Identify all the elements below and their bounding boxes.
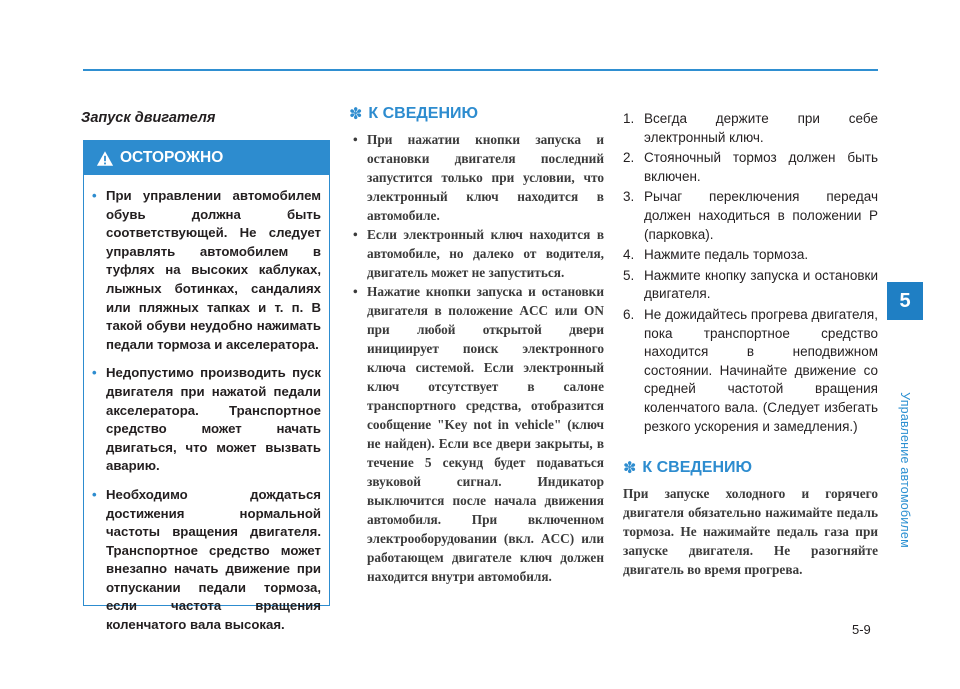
step-item: 1. Всегда держите при себе электронный ключ. xyxy=(623,111,878,145)
note-star-icon: ✽ xyxy=(349,106,363,123)
warning-triangle-icon xyxy=(96,150,114,167)
bullet-icon: • xyxy=(92,188,97,203)
bullet-icon: • xyxy=(92,365,97,381)
bullet-icon: • xyxy=(92,486,97,502)
note2-block xyxy=(623,458,878,579)
warning-heading: ОСТОРОЖНО xyxy=(120,149,224,166)
note2-body: При запуске холодного и горячего двигателя обязательно нажимайте педаль тормоза. Не нажимайте педаль газа при запуске двигателя. Не разогняйте двигатель во время прогрева. xyxy=(623,486,878,578)
note-item: • Нажатие кнопки запуска и остановки двигателя в положение ACC или ON при любой открытой двери инициирует поиск электронного ключа системой. Если электронный ключ отсутствует в салоне транспортного средства, отобразится сообщение "Key not in vehicle" (ключ не найден). Если все двери закрыты, в течение 5 секунд будет подаваться звуковой сигнал. Индикатор выключится после начала движения автомобиля. При включенном электрооборудовании (вкл. ACC) или работающем двигателе ключ должен находится внутри автомобиля. xyxy=(353,284,604,584)
steps-list xyxy=(623,110,878,436)
warning-item: • Необходимо дождаться достижения нормальной частоты вращения двигателя. Транспортное средство может внезапно начать движение при отпускании педали тормоза, если частота вращения коленчатого вала высокая. xyxy=(92,486,321,633)
note-heading: ✽ К СВЕДЕНИЮ xyxy=(349,105,479,123)
warning-item: • Недопустимо производить пуск двигателя при нажатой педали акселератора. Транспортное средство может начать двигаться, что может вызвать аварию. xyxy=(92,365,321,474)
warning-list xyxy=(84,175,329,635)
chapter-tab: 5 xyxy=(887,282,923,320)
section-title: Запуск двигателя xyxy=(81,110,216,126)
note-item: • При нажатии кнопки запуска и остановки двигателя последний запустится только при условии, что электронный ключ находится в автомобиле. xyxy=(353,132,604,223)
step-item: 2. Стояночный тормоз должен быть включен. xyxy=(623,150,878,184)
top-rule xyxy=(83,69,878,71)
warning-box xyxy=(83,140,330,633)
bullet-icon: • xyxy=(353,284,358,299)
note-star-icon: ✽ xyxy=(623,460,637,478)
bullet-icon: • xyxy=(353,227,358,242)
bullet-icon: • xyxy=(353,132,358,147)
page-number: 5-9 xyxy=(852,622,871,637)
step-item: 5. Нажмите кнопку запуска и остановки двигателя. xyxy=(623,267,878,302)
note-item: • Если электронный ключ находится в автомобиле, но далеко от водителя, двигатель может не запуститься. xyxy=(353,227,604,280)
step-item: 6. Не дожидайтесь прогрева двигателя, пока транспортное средство находится в неподвижном состоянии. Начинайте движение со средней частотой вращения коленчатого вала. (Следует избегать резкого ускорения и замедления.) xyxy=(623,306,878,434)
note-list xyxy=(349,130,604,586)
step-item: 3. Рычаг переключения передач должен находиться в положении P (парковка). xyxy=(623,189,878,242)
chapter-title: Управление автомобилем xyxy=(898,392,912,548)
steps-column xyxy=(623,110,878,579)
warning-item: • При управлении автомобилем обувь должна быть соответствующей. Не следует управлять автомобилем в туфлях на высоких каблуках, лыжных ботинках, сандалиях или пляжных тапках и т. п. В такой обуви неудобно нажимать педали тормоза и акселератора. xyxy=(92,188,321,352)
note2-heading: ✽ К СВЕДЕНИЮ xyxy=(623,459,753,478)
warning-header xyxy=(84,141,329,175)
note-column xyxy=(349,104,604,586)
step-item: 4. Нажмите педаль тормоза. xyxy=(623,247,809,263)
